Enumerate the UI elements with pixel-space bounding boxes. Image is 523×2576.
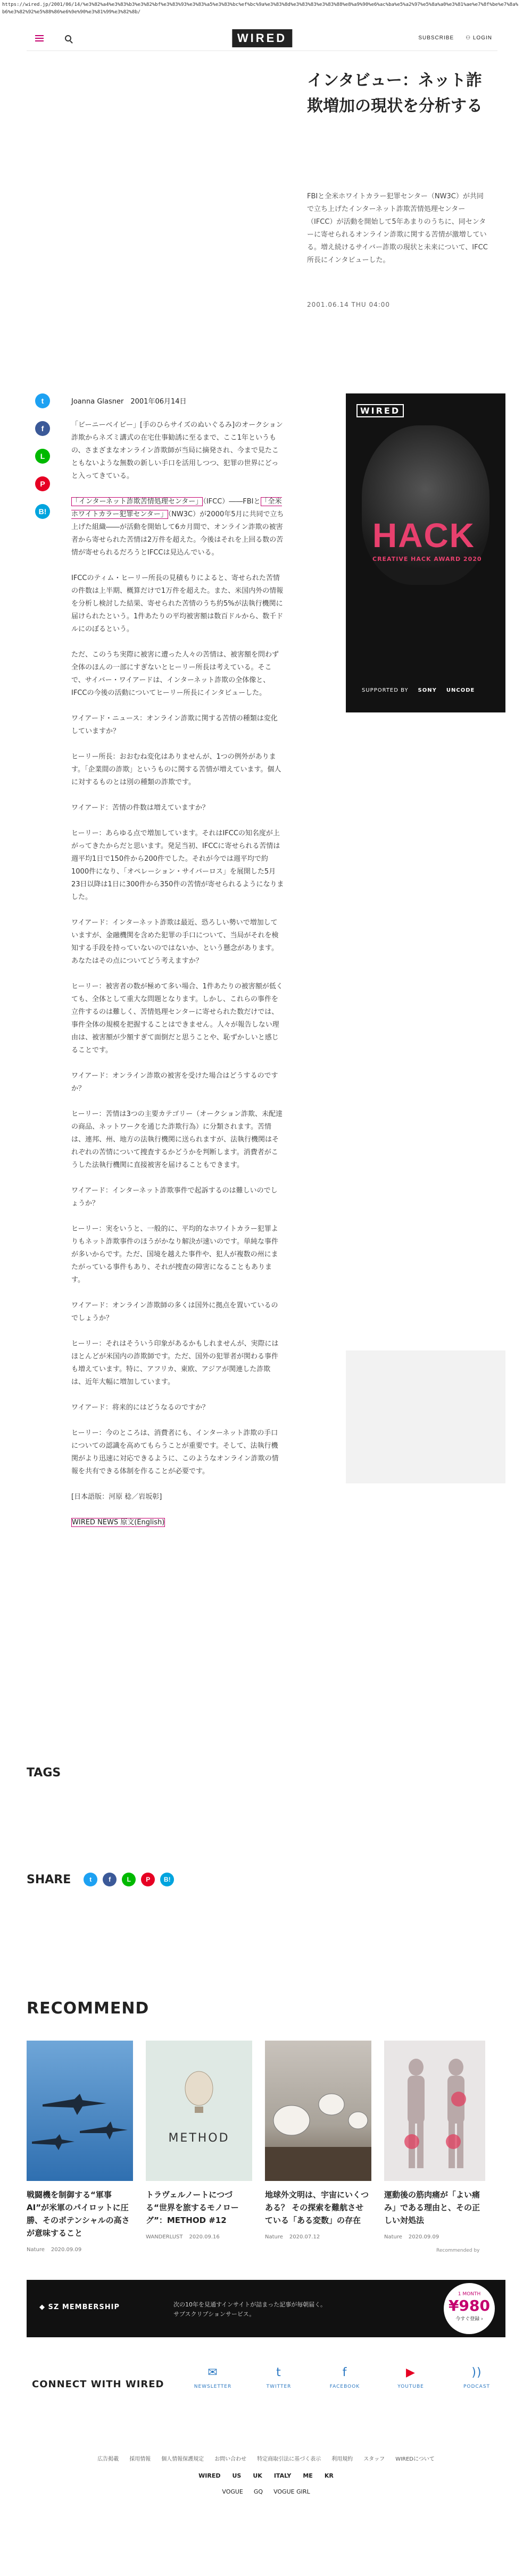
youtube-icon: ▶ — [406, 2366, 416, 2379]
card-image-method — [146, 2041, 252, 2181]
question: ワイアード：将来的にはどうなるのですか？ — [71, 1404, 209, 1412]
menu-icon[interactable] — [35, 35, 44, 41]
card-title: 戦闘機を制御する“軍事AI”が米軍のパイロットに圧勝、そのポテンシャルの高さが意味すること — [27, 2190, 130, 2238]
footer-link[interactable]: 採用情報 — [129, 2456, 151, 2462]
ad-creative-hack-award[interactable] — [346, 393, 505, 712]
social-links — [192, 2365, 498, 2389]
recommend-card[interactable]: 戦闘機を制御する“軍事AI”が米軍のパイロットに圧勝、そのポテンシャルの高さが意味すること Nature 2020.09.09 — [27, 2041, 133, 2253]
card-title: 運動後の筋肉痛が「よい痛み」である理由と、その正しい対処法 — [384, 2190, 480, 2225]
card-title: 地球外文明は、宇宙にいくつある？ その探索を難航させている「ある変数」の存在 — [265, 2190, 369, 2225]
pinterest-icon[interactable]: P — [35, 476, 50, 491]
edition-link[interactable]: KR — [324, 2472, 334, 2479]
recommend-list — [27, 2041, 505, 2253]
mail-icon: ✉ — [207, 2366, 218, 2379]
edition-link[interactable]: WIRED — [198, 2472, 221, 2479]
footer-link[interactable]: 広告掲載 — [97, 2456, 119, 2462]
byline — [71, 396, 187, 406]
membership-text: 次の10年を見通すインサイトが詰まった記事が毎朝届く。 サブスクリプションサービス。 — [173, 2301, 327, 2318]
brand-link[interactable]: VOGUE GIRL — [273, 2488, 310, 2495]
edition-link[interactable]: ME — [303, 2472, 313, 2479]
card-image-muscles — [384, 2041, 485, 2181]
recommend-heading: RECOMMEND — [27, 1999, 150, 2018]
tags-heading: TAGS — [27, 1766, 61, 1780]
podcast-link[interactable]: )) PODCAST — [455, 2365, 498, 2389]
search-icon[interactable] — [65, 35, 71, 41]
footer-link[interactable]: WIREDについて — [395, 2456, 435, 2462]
membership-price: ¥980 — [449, 2297, 490, 2314]
hatena-icon[interactable]: B! — [35, 504, 50, 519]
question: ワイアード：オンライン詐欺師の多くは国外に拠点を置いているのでしょうか？ — [71, 1302, 278, 1322]
ad-wired-logo: WIRED — [356, 404, 404, 417]
sz-logo-icon: ◆ — [39, 2303, 48, 2311]
ad-hack-text: HACK — [372, 516, 475, 555]
answer: ヒーリー所長：おおむね変化はありませんが、1つの例外があります。「企業間の詐欺」というものに関する苦情が増えています。個人に対するものとは別の種類の詐欺です。 — [71, 753, 281, 786]
user-icon: ⚇ — [466, 35, 473, 41]
card-title: トラヴェルノートにつづる“世界を旅するモノローグ”：METHOD #12 — [146, 2190, 239, 2225]
newsletter-link[interactable]: ✉ NEWSLETTER — [192, 2365, 234, 2389]
ad-subtitle: CREATIVE HACK AWARD 2020 — [372, 556, 482, 563]
ad-sponsors: SUPPORTED BY SONY UNCODE — [362, 687, 475, 693]
nw3c-link[interactable]: 「全米ホワイトカラー犯罪センター」 — [71, 498, 282, 518]
site-header — [27, 26, 497, 51]
answer: ヒーリー：被害者の数が極めて多い場合、1件あたりの被害額が低くても、全体として重大な問題となります。しかし、これらの事件を立件するのは難しく、苦情処理センターに寄せられた数だけでは、事件全体の規模を把握することはできません。人々が報告しない理由は、被害額が少額すぎて面倒だと思うことや、恥ずかしいと感じることです。 — [71, 983, 283, 1054]
edition-link[interactable]: US — [232, 2472, 242, 2479]
ifcc-link[interactable]: 「インターネット詐欺苦情処理センター」 — [72, 498, 203, 506]
twitter-icon: t — [276, 2366, 281, 2379]
site-logo[interactable]: WIRED — [232, 29, 292, 47]
podcast-icon: )) — [471, 2366, 482, 2379]
share-sidebar — [35, 393, 51, 519]
footer-brands — [27, 2488, 505, 2495]
twitter-icon[interactable]: t — [35, 393, 50, 408]
paragraph: ただ、このうち実際に被害に遭った人々の苦情は、被害額を問わず全体のほんの一部にすぎないとヒーリー所長は考えている。そこで、サイバー・ワイアードは、インターネット詐欺の全体像と、IFCCの今後の活動についてヒーリー所長にインタビューした。 — [71, 651, 279, 697]
ad-slot-empty — [346, 1350, 505, 1483]
answer: ヒーリー：苦情は3つの主要カテゴリー（オークション詐欺、未配達の商品、ネットワークを通じた詐欺行為）に分類されます。苦情は、連邦、州、地方の法執行機関に送られますが、法執行機関はそれぞれの苦情について捜査するかどうかを判断します。消費者がこうした法執行機関に直接被害を届けることもできます。 — [71, 1110, 283, 1169]
connect-heading: CONNECT WITH WIRED — [32, 2379, 164, 2390]
question: ワイアード・ニュース：オンライン詐欺に関する苦情の種類は変化していますか？ — [71, 715, 278, 735]
footer-editions — [27, 2472, 505, 2479]
footer-link[interactable]: お問い合わせ — [214, 2456, 247, 2462]
footer-link[interactable]: 利用規約 — [331, 2456, 353, 2462]
translation-credit: [日本語版：河原 稔／岩坂彰] — [71, 1493, 162, 1501]
recommend-card[interactable]: METHOD トラヴェルノートにつづる“世界を旅するモノローグ”：METHOD #12 WANDERLUST 2020.09.16 — [146, 2041, 252, 2253]
membership-badge[interactable]: 1 MONTH ¥980 今すぐ登録 › — [444, 2283, 495, 2334]
question: ワイアード：オンライン詐欺の被害を受けた場合はどうするのですか？ — [71, 1072, 278, 1093]
card-image-telescopes — [265, 2041, 371, 2181]
brand-link[interactable]: GQ — [253, 2488, 263, 2495]
paragraph: 「インターネット詐欺苦情処理センター」（IFCC）――FBIと「全米ホワイトカラー犯罪センター」（NW3C）が2000年5月に共同で立ち上げた組織――が活動を開始して6カ月間で、オンライン詐欺の被害者から寄せられた苦情は2万件を超えた。今後はそれを上回る数の苦情が寄せられるだろうとIFCCは見込んでいる。 — [71, 498, 284, 557]
youtube-link[interactable]: ▶ YOUTUBE — [389, 2365, 432, 2389]
card-image-jets — [27, 2041, 133, 2181]
recommended-by: Recommended by — [436, 2248, 480, 2253]
recommend-card[interactable]: 地球外文明は、宇宙にいくつある？ その探索を難航させている「ある変数」の存在 Nature 2020.07.12 — [265, 2041, 371, 2253]
author-name[interactable]: Joanna Glasner — [71, 398, 124, 406]
pinterest-icon[interactable]: P — [141, 1873, 155, 1886]
answer: ヒーリー：実をいうと、一般的に、平均的なホワイトカラー犯罪よりもネット詐欺事件のほうがかなり解決が速いのです。単純な事件が多いからです。ただ、国境を越えた事件や、犯人が複数の州にまたがっている事件もあり、それが捜査の障害になることもあります。 — [71, 1225, 278, 1284]
question: ワイアード：インターネット詐欺事件で起訴するのは難しいのでしょうか？ — [71, 1187, 278, 1207]
answer: ヒーリー：今のところは、消費者にも、インターネット詐欺の手口についての認識を高めてもらうことが重要です。そして、法執行機関がより迅速に対応できるように、このようなオンライン詐欺の情報を共有できる体制を作ることが必要です。 — [71, 1429, 279, 1475]
brand-link[interactable]: VOGUE — [222, 2488, 243, 2495]
facebook-link[interactable]: f FACEBOOK — [323, 2365, 366, 2389]
line-icon[interactable]: L — [35, 449, 50, 464]
question: ワイアード：苦情の件数は増えていますか？ — [71, 804, 209, 812]
facebook-icon[interactable]: f — [35, 421, 50, 436]
question: ワイアード：インターネット詐欺は最近、恐ろしい勢いで増加していますが、金融機関を含めた犯罪の手口について、当局がそれを検知する手段を持っていないのではないか、という懸念があります。あなたはその点についてどう考えますか？ — [71, 919, 279, 965]
twitter-link[interactable]: t TWITTER — [258, 2365, 300, 2389]
answer: ヒーリー：それはそういう印象があるかもしれませんが、実際にはほとんどが米国内の詐欺師です。ただ、国外の犯罪者が関わる事件も増えています。特に、アフリカ、東欧、アジアが関連した詐欺は、近年大幅に増加しています。 — [71, 1340, 279, 1386]
twitter-icon[interactable]: t — [84, 1873, 97, 1886]
article-date: 2001.06.14 THU 04:00 — [307, 301, 391, 308]
article-title: インタビュー：ネット詐欺増加の現状を分析する — [307, 71, 483, 115]
english-original-link[interactable]: WIRED NEWS 原文(English) — [72, 1518, 165, 1526]
footer-links — [27, 2454, 505, 2462]
paragraph: IFCCのティム・ヒーリー所長の見積もりによると、寄せられた苦情の件数は上半期、概算だけで1万件を超えた。また、米国内外の情報を分析し検討した結果、寄せられた苦情のうち約5%が法執行機関に届けられたという。1件あたりの平均被害額は数百ドルから、数千ドルにのぼるという。 — [71, 574, 284, 633]
author-date: 2001年06月14日 — [130, 398, 187, 406]
facebook-icon[interactable]: f — [103, 1873, 117, 1886]
recommend-card[interactable]: 運動後の筋肉痛が「よい痛み」である理由と、その正しい対処法 Nature 2020.09.09 — [384, 2041, 485, 2253]
edition-link[interactable]: ITALY — [273, 2472, 292, 2479]
login-link[interactable]: ⚇ LOGIN — [466, 35, 492, 41]
subscribe-link[interactable]: SUBSCRIBE — [418, 35, 454, 41]
edition-link[interactable]: UK — [253, 2472, 262, 2479]
article-lead: FBIと全米ホワイトカラー犯罪センター（NW3C）が共同で立ち上げたインターネット詐欺苦情処理センター（IFCC）が活動を開始して5年あまりのうちに、同センターに寄せられるオンライン詐欺に関する苦情が激増している。増え続けるサイバー詐欺の現状と未来について、IFCC所長にインタビューした。 — [307, 192, 488, 264]
article-body — [71, 419, 284, 1542]
share-label: SHARE — [27, 1873, 71, 1886]
membership-label: ◆ SZ MEMBERSHIP — [39, 2303, 120, 2311]
membership-banner[interactable] — [27, 2280, 505, 2337]
hatena-icon[interactable]: B! — [160, 1873, 174, 1886]
line-icon[interactable]: L — [122, 1873, 136, 1886]
paragraph: 「ビーニーベイビー」[手のひらサイズのぬいぐるみ]のオークション詐欺からネズミ講式の在宅仕事勧誘に至るまで、ここ1年というもの、さまざまなオンライン詐欺師が当局に摘発され、今まで見たこともないような無数の新しい手口を活用しつつ、犯罪の世界にどっと入ってきている。 — [71, 421, 283, 480]
facebook-icon: f — [342, 2366, 347, 2379]
footer-link[interactable]: 特定商取引法に基づく表示 — [257, 2456, 321, 2462]
url-bar: https://wired.jp/2001/06/14/%e3%82%a4%e3%83%b3%e3%82%bf%e3%83%93%e3%83%a5%e3%83%bc%ef%bc%9a%e3%83%8d%e3%83%83%e3%83%88%e8%a9%90%e6%ac%ba%e5%a2%97%e5%8a%a0%e3%81%ae%e7%8f%be%e7%8a%b6%e3%82%92%e5%88%86%e6%9e%90%e3%81%99%e3%82%8b/ — [2, 2, 518, 15]
share-bar — [27, 1873, 174, 1886]
footer-link[interactable]: スタッフ — [363, 2456, 385, 2462]
answer: ヒーリー：あらゆる点で増加しています。それはIFCCの知名度が上がってきたからだと思います。発足当初、IFCCに寄せられる苦情は週平均1日で150件から200件でした。それが今では週平均で約1000件になり、「オペレーション・サイバーロス」を展開した5月23日以降は1日に300件から350件の苦情が寄せられるようになりました。 — [71, 829, 284, 901]
svg-text:METHOD: METHOD — [168, 2132, 230, 2145]
footer-link[interactable]: 個人情報保護規定 — [161, 2456, 204, 2462]
